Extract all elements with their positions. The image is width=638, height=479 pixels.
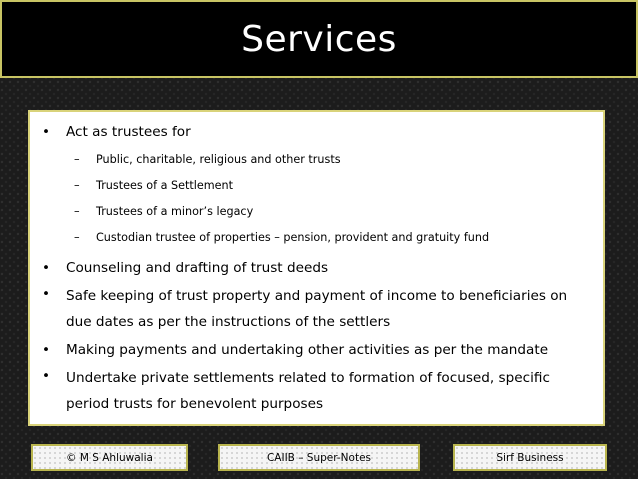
bullet-text: Making payments and undertaking other activities as per the mandate <box>66 342 549 358</box>
bullet-item <box>40 365 593 417</box>
bullet-item <box>40 257 593 279</box>
bullet-marker: • <box>42 286 51 302</box>
sub-item <box>74 153 593 167</box>
sub-text: Custodian trustee of properties – pension, provident and gratuity fund <box>96 231 490 244</box>
sub-marker: – <box>74 153 80 166</box>
sub-item <box>74 179 593 193</box>
bullet-item <box>40 121 593 143</box>
bullet-item <box>40 339 593 361</box>
sub-text: Trustees of a Settlement <box>96 179 234 192</box>
bullet-text: Counseling and drafting of trust deeds <box>66 260 329 276</box>
bullet-item <box>40 283 593 335</box>
footer-brand-text: Sirf Business <box>496 451 564 464</box>
sub-item <box>74 205 593 219</box>
sub-text: Public, charitable, religious and other trusts <box>96 153 341 166</box>
bullet-marker: • <box>42 260 51 276</box>
footer-course <box>218 444 420 471</box>
sub-marker: – <box>74 179 80 192</box>
sub-marker: – <box>74 231 80 244</box>
footer-author-text: © M S Ahluwalia <box>66 451 153 464</box>
slide-title-bar <box>0 0 638 78</box>
bullet-text: Undertake private settlements related to formation of focused, specific period trusts for benevolent purposes <box>66 370 550 412</box>
bullet-marker: • <box>42 124 51 140</box>
footer-author <box>31 444 188 471</box>
sub-item <box>74 231 593 245</box>
sub-marker: – <box>74 205 80 218</box>
bullet-text: Act as trustees for <box>66 124 191 140</box>
content-box <box>28 110 605 426</box>
footer-brand <box>453 444 607 471</box>
slide-title: Services <box>241 18 397 60</box>
footer-course-text: CAIIB – Super-Notes <box>266 451 372 464</box>
bullet-text: Safe keeping of trust property and payment of income to beneficiaries on due dates as per the instructions of the settlers <box>66 288 568 330</box>
bullet-marker: • <box>42 342 51 358</box>
sub-text: Trustees of a minor’s legacy <box>96 205 254 218</box>
bullet-marker: • <box>42 368 51 384</box>
sub-list <box>40 153 593 245</box>
